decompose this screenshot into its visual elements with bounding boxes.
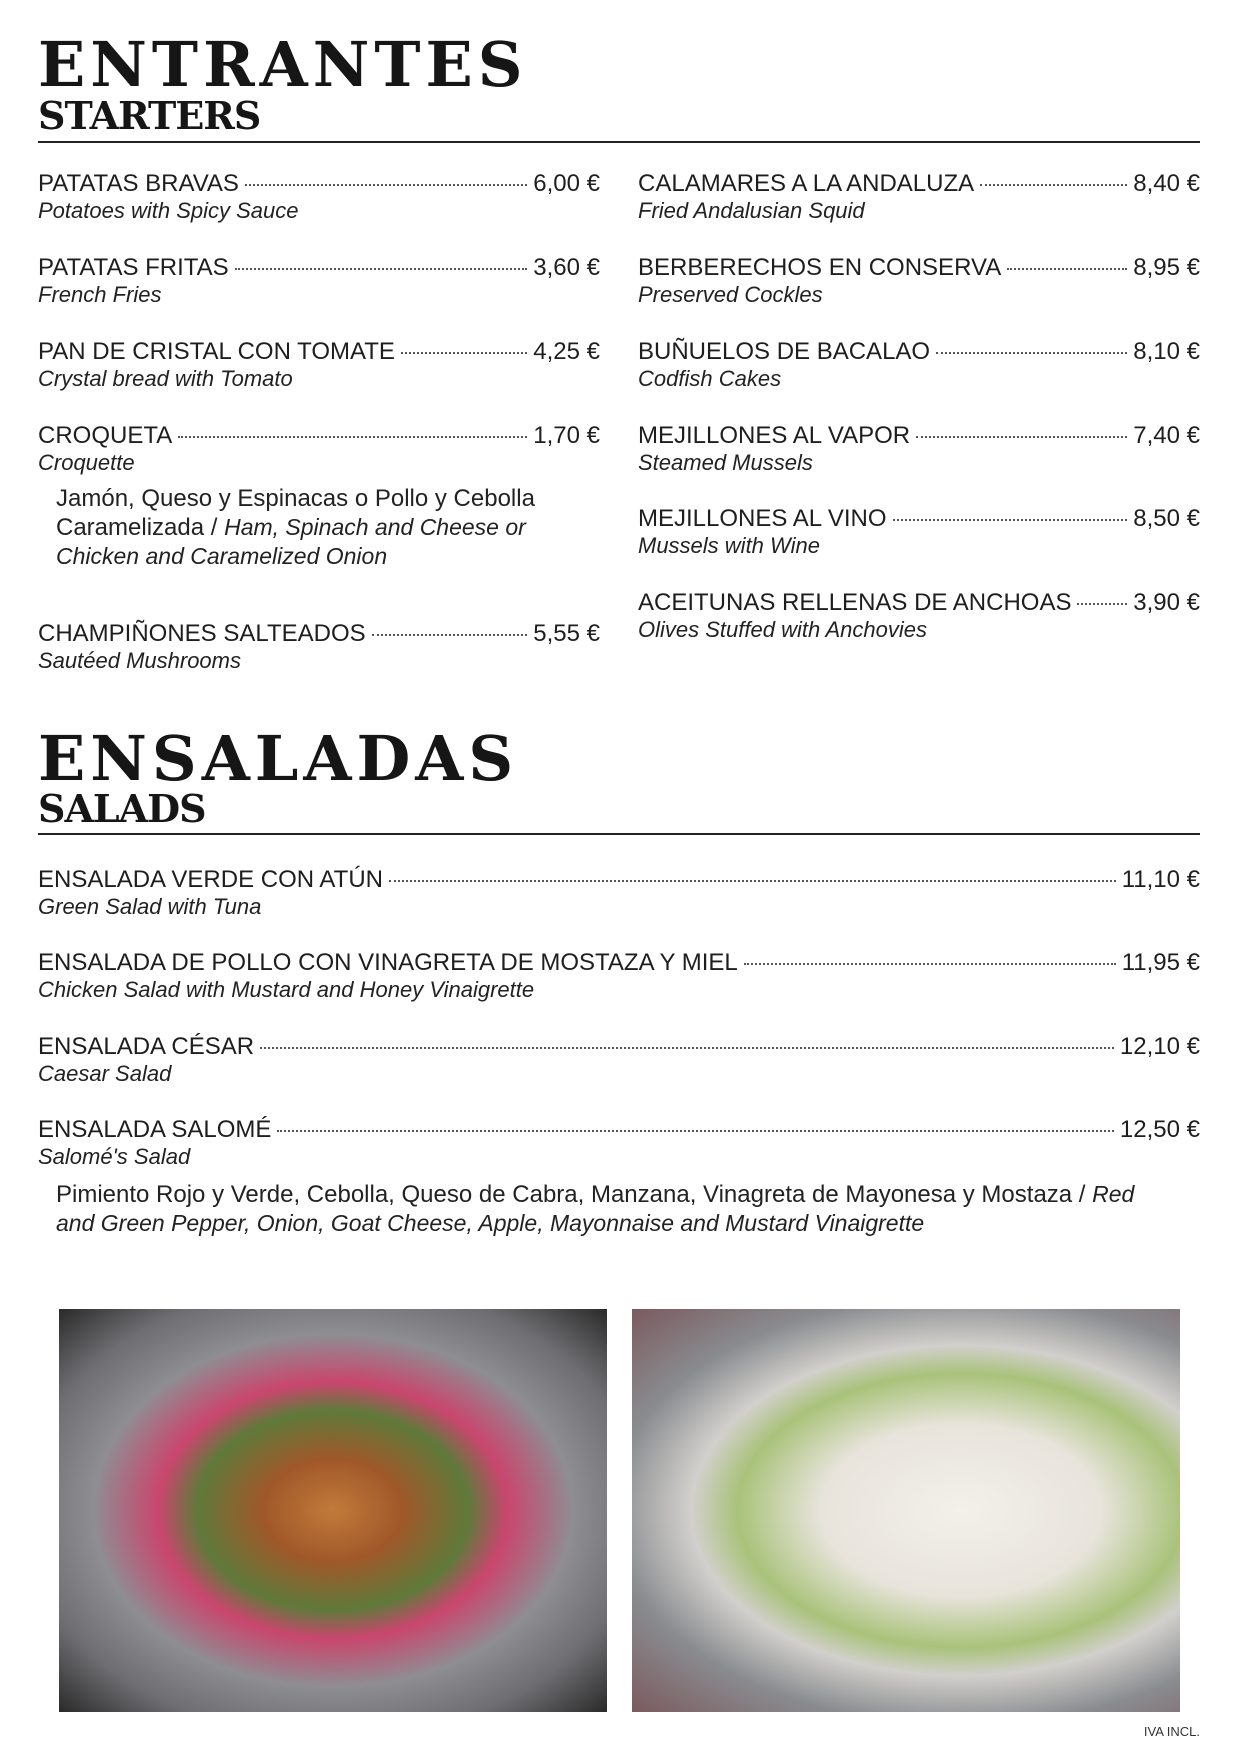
item-price: 7,40 € — [1133, 422, 1200, 449]
menu-item — [38, 254, 600, 308]
item-name: CHAMPIÑONES SALTEADOS — [38, 620, 366, 647]
item-name: CALAMARES A LA ANDALUZA — [638, 170, 975, 197]
menu-item — [638, 422, 1200, 476]
item-price: 11,10 € — [1121, 866, 1200, 893]
item-translation: Crystal bread with Tomato — [38, 366, 293, 391]
section-subtitle-salads: SALADS — [38, 786, 206, 831]
item-translation: Fried Andalusian Squid — [638, 198, 865, 223]
item-name: MEJILLONES AL VINO — [638, 505, 887, 532]
dot-leader — [389, 880, 1116, 882]
item-price: 12,10 € — [1119, 1033, 1200, 1060]
item-price: 8,95 € — [1133, 254, 1200, 281]
item-price: 12,50 € — [1119, 1116, 1200, 1143]
description-es: Jamón, Queso y Espinacas o Pollo y Cebolla Caramelizada / — [56, 485, 535, 541]
dot-leader — [235, 268, 528, 270]
menu-item — [38, 170, 600, 224]
item-name: ACEITUNAS RELLENAS DE ANCHOAS — [638, 589, 1072, 616]
dot-leader — [744, 963, 1116, 965]
section-divider — [38, 833, 1200, 835]
item-translation: Potatoes with Spicy Sauce — [38, 198, 299, 223]
item-translation: Chicken Salad with Mustard and Honey Vinaigrette — [38, 977, 535, 1002]
item-translation: Green Salad with Tuna — [38, 894, 262, 919]
item-price: 8,10 € — [1133, 338, 1200, 365]
dot-leader — [372, 634, 528, 636]
item-translation: Mussels with Wine — [638, 533, 820, 558]
dot-leader — [245, 184, 527, 186]
item-name: BUÑUELOS DE BACALAO — [638, 338, 931, 365]
description-en: Red and Green Pepper, Onion, Goat Cheese, Apple, Mayonnaise and Mustard Vinaigrette — [56, 1181, 1135, 1236]
salome-salad-photo — [632, 1309, 1180, 1712]
chicken-salad-photo — [59, 1309, 607, 1712]
dot-leader — [1077, 603, 1127, 605]
item-name: BERBERECHOS EN CONSERVA — [638, 254, 1002, 281]
item-name: PAN DE CRISTAL CON TOMATE — [38, 338, 395, 365]
item-translation: Salomé's Salad — [38, 1144, 191, 1169]
item-name: PATATAS FRITAS — [38, 254, 229, 281]
dot-leader — [1007, 268, 1127, 270]
menu-item — [38, 422, 600, 476]
menu-item — [638, 589, 1200, 643]
menu-item — [38, 338, 600, 392]
item-price: 11,95 € — [1121, 949, 1200, 976]
item-price: 8,40 € — [1133, 170, 1200, 197]
section-divider — [38, 141, 1200, 143]
dot-leader — [916, 436, 1127, 438]
item-translation: Olives Stuffed with Anchovies — [638, 617, 927, 642]
dot-leader — [893, 519, 1128, 521]
item-price: 5,55 € — [533, 620, 600, 647]
description-en: Ham, Spinach and Cheese or Chicken and Caramelized Onion — [56, 514, 526, 569]
item-translation: Sautéed Mushrooms — [38, 648, 241, 673]
item-description — [56, 1180, 1176, 1238]
description-es: Pimiento Rojo y Verde, Cebolla, Queso de Cabra, Manzana, Vinagreta de Mayonesa y Mostaza / — [56, 1181, 1086, 1208]
item-name: ENSALADA VERDE CON ATÚN — [38, 866, 383, 893]
menu-item — [38, 949, 1200, 1003]
tax-note: IVA INCL. — [1143, 1724, 1200, 1739]
menu-item — [38, 620, 600, 674]
menu-item — [638, 254, 1200, 308]
menu-item — [638, 338, 1200, 392]
item-translation: Preserved Cockles — [638, 282, 823, 307]
item-name: CROQUETA — [38, 422, 173, 449]
item-price: 1,70 € — [533, 422, 600, 449]
item-description — [56, 484, 586, 571]
menu-item — [38, 866, 1200, 920]
item-name: MEJILLONES AL VAPOR — [638, 422, 911, 449]
item-price: 3,90 € — [1133, 589, 1200, 616]
item-price: 3,60 € — [533, 254, 600, 281]
section-subtitle-starters: STARTERS — [38, 93, 261, 138]
item-translation: Codfish Cakes — [638, 366, 782, 391]
section-title-ensaladas: ENSALADAS — [38, 722, 519, 795]
item-translation: Croquette — [38, 450, 135, 475]
menu-item — [38, 1033, 1200, 1087]
item-name: ENSALADA CÉSAR — [38, 1033, 255, 1060]
item-price: 6,00 € — [533, 170, 600, 197]
item-price: 4,25 € — [533, 338, 600, 365]
menu-item — [638, 170, 1200, 224]
item-translation: Caesar Salad — [38, 1061, 172, 1086]
dot-leader — [401, 352, 527, 354]
section-title-entrantes: ENTRANTES — [38, 28, 528, 101]
dot-leader — [936, 352, 1127, 354]
dot-leader — [277, 1130, 1113, 1132]
item-translation: Steamed Mussels — [638, 450, 813, 475]
dot-leader — [980, 184, 1127, 186]
dot-leader — [260, 1047, 1114, 1049]
item-name: ENSALADA SALOMÉ — [38, 1116, 272, 1143]
item-price: 8,50 € — [1133, 505, 1200, 532]
menu-item — [638, 505, 1200, 559]
item-name: PATATAS BRAVAS — [38, 170, 239, 197]
item-name: ENSALADA DE POLLO CON VINAGRETA DE MOSTAZA Y MIEL — [38, 949, 738, 976]
item-translation: French Fries — [38, 282, 162, 307]
dot-leader — [178, 436, 527, 438]
menu-item — [38, 1116, 1200, 1170]
